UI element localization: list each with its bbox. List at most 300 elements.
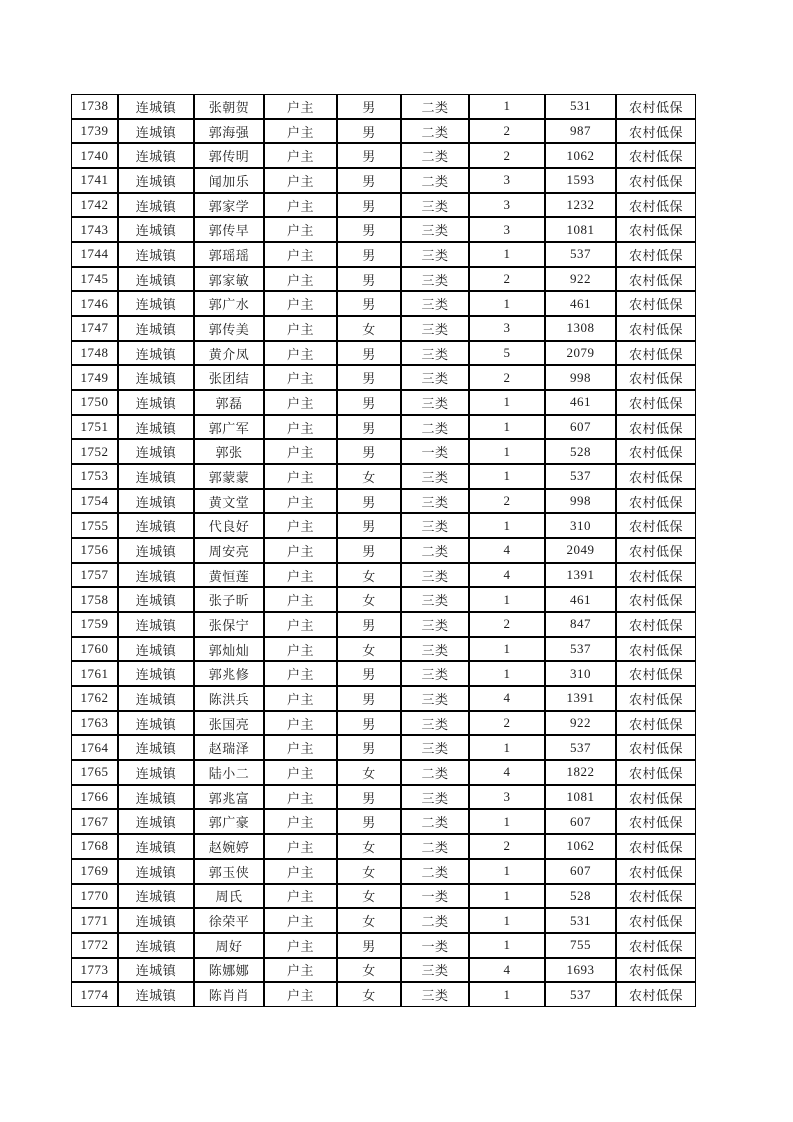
table-row [71, 365, 696, 390]
table-row [71, 168, 696, 193]
cell-town: 连城镇 [118, 859, 194, 884]
cell-town: 连城镇 [118, 809, 194, 834]
cell-amount: 987 [545, 119, 616, 144]
table-row [71, 785, 696, 810]
cell-assistance-type: 农村低保 [616, 884, 696, 909]
cell-serial: 1766 [71, 785, 118, 810]
cell-serial: 1772 [71, 933, 118, 958]
cell-category: 三类 [401, 958, 469, 983]
cell-name: 郭家学 [194, 193, 264, 218]
cell-relation: 户主 [264, 217, 337, 242]
cell-relation: 户主 [264, 513, 337, 538]
cell-serial: 1773 [71, 958, 118, 983]
cell-gender: 女 [337, 563, 401, 588]
cell-household-size: 2 [469, 365, 545, 390]
table-row [71, 464, 696, 489]
cell-town: 连城镇 [118, 908, 194, 933]
cell-assistance-type: 农村低保 [616, 193, 696, 218]
cell-serial: 1770 [71, 884, 118, 909]
cell-serial: 1765 [71, 760, 118, 785]
cell-name: 代良好 [194, 513, 264, 538]
table-row [71, 267, 696, 292]
cell-amount: 998 [545, 489, 616, 514]
table-row [71, 982, 696, 1007]
cell-category: 三类 [401, 661, 469, 686]
cell-name: 郭广水 [194, 291, 264, 316]
cell-amount: 755 [545, 933, 616, 958]
cell-relation: 户主 [264, 587, 337, 612]
cell-name: 郭瑶瑶 [194, 242, 264, 267]
cell-category: 三类 [401, 316, 469, 341]
cell-serial: 1763 [71, 711, 118, 736]
cell-category: 一类 [401, 439, 469, 464]
cell-household-size: 2 [469, 711, 545, 736]
table-row [71, 686, 696, 711]
cell-assistance-type: 农村低保 [616, 587, 696, 612]
cell-household-size: 1 [469, 94, 545, 119]
cell-household-size: 4 [469, 760, 545, 785]
cell-name: 陆小二 [194, 760, 264, 785]
cell-name: 郭兆富 [194, 785, 264, 810]
table-row [71, 637, 696, 662]
cell-town: 连城镇 [118, 884, 194, 909]
cell-assistance-type: 农村低保 [616, 563, 696, 588]
cell-gender: 女 [337, 908, 401, 933]
cell-gender: 男 [337, 341, 401, 366]
cell-amount: 537 [545, 242, 616, 267]
cell-relation: 户主 [264, 785, 337, 810]
cell-household-size: 2 [469, 143, 545, 168]
table-row [71, 834, 696, 859]
cell-category: 三类 [401, 217, 469, 242]
cell-assistance-type: 农村低保 [616, 637, 696, 662]
cell-household-size: 4 [469, 563, 545, 588]
cell-household-size: 1 [469, 390, 545, 415]
cell-gender: 男 [337, 439, 401, 464]
cell-relation: 户主 [264, 735, 337, 760]
cell-gender: 男 [337, 538, 401, 563]
cell-town: 连城镇 [118, 439, 194, 464]
cell-gender: 男 [337, 168, 401, 193]
cell-household-size: 1 [469, 242, 545, 267]
cell-name: 徐荣平 [194, 908, 264, 933]
cell-assistance-type: 农村低保 [616, 661, 696, 686]
cell-town: 连城镇 [118, 341, 194, 366]
cell-amount: 537 [545, 637, 616, 662]
cell-assistance-type: 农村低保 [616, 217, 696, 242]
cell-relation: 户主 [264, 464, 337, 489]
cell-assistance-type: 农村低保 [616, 538, 696, 563]
cell-household-size: 3 [469, 168, 545, 193]
cell-name: 郭海强 [194, 119, 264, 144]
cell-category: 三类 [401, 267, 469, 292]
cell-household-size: 1 [469, 464, 545, 489]
cell-town: 连城镇 [118, 933, 194, 958]
table-row [71, 933, 696, 958]
cell-category: 二类 [401, 415, 469, 440]
cell-serial: 1754 [71, 489, 118, 514]
cell-household-size: 4 [469, 958, 545, 983]
cell-assistance-type: 农村低保 [616, 390, 696, 415]
cell-relation: 户主 [264, 637, 337, 662]
cell-serial: 1750 [71, 390, 118, 415]
cell-name: 郭传早 [194, 217, 264, 242]
cell-assistance-type: 农村低保 [616, 415, 696, 440]
cell-relation: 户主 [264, 686, 337, 711]
cell-name: 周氏 [194, 884, 264, 909]
cell-household-size: 1 [469, 587, 545, 612]
cell-category: 一类 [401, 933, 469, 958]
cell-category: 二类 [401, 908, 469, 933]
cell-name: 郭家敏 [194, 267, 264, 292]
cell-relation: 户主 [264, 711, 337, 736]
cell-category: 三类 [401, 711, 469, 736]
cell-category: 二类 [401, 834, 469, 859]
table-row [71, 341, 696, 366]
cell-household-size: 2 [469, 267, 545, 292]
cell-name: 张保宁 [194, 612, 264, 637]
cell-relation: 户主 [264, 958, 337, 983]
cell-amount: 310 [545, 661, 616, 686]
cell-town: 连城镇 [118, 193, 194, 218]
cell-serial: 1742 [71, 193, 118, 218]
cell-gender: 男 [337, 193, 401, 218]
cell-relation: 户主 [264, 193, 337, 218]
cell-relation: 户主 [264, 884, 337, 909]
cell-category: 三类 [401, 563, 469, 588]
table-row [71, 291, 696, 316]
cell-town: 连城镇 [118, 415, 194, 440]
cell-town: 连城镇 [118, 168, 194, 193]
cell-gender: 男 [337, 785, 401, 810]
rural-subsistence-allowance-table [71, 94, 696, 1007]
cell-amount: 1081 [545, 217, 616, 242]
cell-household-size: 3 [469, 316, 545, 341]
cell-name: 郭兆修 [194, 661, 264, 686]
cell-household-size: 5 [469, 341, 545, 366]
cell-household-size: 1 [469, 809, 545, 834]
cell-serial: 1767 [71, 809, 118, 834]
cell-gender: 女 [337, 982, 401, 1007]
cell-amount: 1308 [545, 316, 616, 341]
cell-amount: 607 [545, 859, 616, 884]
cell-household-size: 1 [469, 908, 545, 933]
cell-household-size: 2 [469, 489, 545, 514]
cell-assistance-type: 农村低保 [616, 834, 696, 859]
table-row [71, 242, 696, 267]
cell-household-size: 1 [469, 415, 545, 440]
cell-serial: 1764 [71, 735, 118, 760]
cell-amount: 1391 [545, 563, 616, 588]
cell-assistance-type: 农村低保 [616, 242, 696, 267]
cell-amount: 461 [545, 587, 616, 612]
cell-relation: 户主 [264, 933, 337, 958]
cell-relation: 户主 [264, 760, 337, 785]
cell-gender: 男 [337, 119, 401, 144]
cell-serial: 1749 [71, 365, 118, 390]
cell-serial: 1753 [71, 464, 118, 489]
cell-gender: 男 [337, 711, 401, 736]
cell-name: 陈娜娜 [194, 958, 264, 983]
cell-town: 连城镇 [118, 365, 194, 390]
cell-assistance-type: 农村低保 [616, 464, 696, 489]
cell-serial: 1739 [71, 119, 118, 144]
cell-town: 连城镇 [118, 217, 194, 242]
cell-relation: 户主 [264, 119, 337, 144]
cell-relation: 户主 [264, 612, 337, 637]
cell-serial: 1774 [71, 982, 118, 1007]
cell-household-size: 1 [469, 637, 545, 662]
cell-town: 连城镇 [118, 464, 194, 489]
cell-relation: 户主 [264, 390, 337, 415]
cell-gender: 女 [337, 637, 401, 662]
cell-category: 三类 [401, 341, 469, 366]
cell-household-size: 2 [469, 834, 545, 859]
cell-gender: 男 [337, 661, 401, 686]
cell-relation: 户主 [264, 242, 337, 267]
cell-serial: 1746 [71, 291, 118, 316]
cell-serial: 1759 [71, 612, 118, 637]
cell-amount: 528 [545, 439, 616, 464]
cell-assistance-type: 农村低保 [616, 94, 696, 119]
cell-gender: 女 [337, 884, 401, 909]
cell-town: 连城镇 [118, 982, 194, 1007]
cell-serial: 1757 [71, 563, 118, 588]
cell-category: 二类 [401, 168, 469, 193]
cell-category: 二类 [401, 94, 469, 119]
cell-serial: 1771 [71, 908, 118, 933]
cell-amount: 607 [545, 415, 616, 440]
table-row [71, 612, 696, 637]
cell-household-size: 2 [469, 612, 545, 637]
cell-name: 黄介凤 [194, 341, 264, 366]
cell-category: 三类 [401, 735, 469, 760]
cell-gender: 女 [337, 464, 401, 489]
cell-relation: 户主 [264, 316, 337, 341]
cell-household-size: 1 [469, 982, 545, 1007]
cell-serial: 1751 [71, 415, 118, 440]
table-row [71, 587, 696, 612]
cell-assistance-type: 农村低保 [616, 686, 696, 711]
table-row [71, 193, 696, 218]
cell-household-size: 1 [469, 933, 545, 958]
cell-assistance-type: 农村低保 [616, 958, 696, 983]
cell-town: 连城镇 [118, 958, 194, 983]
cell-name: 张子昕 [194, 587, 264, 612]
cell-relation: 户主 [264, 415, 337, 440]
cell-serial: 1755 [71, 513, 118, 538]
cell-relation: 户主 [264, 341, 337, 366]
cell-amount: 1062 [545, 143, 616, 168]
cell-assistance-type: 农村低保 [616, 513, 696, 538]
cell-serial: 1744 [71, 242, 118, 267]
cell-amount: 1391 [545, 686, 616, 711]
cell-gender: 男 [337, 267, 401, 292]
cell-gender: 女 [337, 316, 401, 341]
cell-amount: 1822 [545, 760, 616, 785]
cell-name: 郭广军 [194, 415, 264, 440]
cell-assistance-type: 农村低保 [616, 119, 696, 144]
cell-town: 连城镇 [118, 711, 194, 736]
cell-gender: 女 [337, 834, 401, 859]
cell-town: 连城镇 [118, 489, 194, 514]
cell-category: 三类 [401, 365, 469, 390]
cell-assistance-type: 农村低保 [616, 908, 696, 933]
cell-gender: 男 [337, 365, 401, 390]
cell-gender: 女 [337, 859, 401, 884]
cell-relation: 户主 [264, 168, 337, 193]
cell-name: 陈洪兵 [194, 686, 264, 711]
cell-household-size: 1 [469, 291, 545, 316]
cell-relation: 户主 [264, 809, 337, 834]
table-row [71, 859, 696, 884]
table-row [71, 415, 696, 440]
cell-serial: 1752 [71, 439, 118, 464]
cell-household-size: 1 [469, 884, 545, 909]
cell-serial: 1748 [71, 341, 118, 366]
cell-household-size: 4 [469, 686, 545, 711]
cell-name: 张团结 [194, 365, 264, 390]
cell-assistance-type: 农村低保 [616, 612, 696, 637]
cell-amount: 922 [545, 267, 616, 292]
cell-name: 郭广豪 [194, 809, 264, 834]
cell-relation: 户主 [264, 365, 337, 390]
table-row [71, 958, 696, 983]
cell-household-size: 1 [469, 439, 545, 464]
cell-town: 连城镇 [118, 612, 194, 637]
cell-household-size: 1 [469, 859, 545, 884]
cell-relation: 户主 [264, 291, 337, 316]
cell-relation: 户主 [264, 143, 337, 168]
cell-amount: 922 [545, 711, 616, 736]
cell-gender: 男 [337, 217, 401, 242]
cell-gender: 女 [337, 760, 401, 785]
cell-town: 连城镇 [118, 119, 194, 144]
cell-gender: 男 [337, 809, 401, 834]
cell-serial: 1743 [71, 217, 118, 242]
cell-assistance-type: 农村低保 [616, 316, 696, 341]
cell-amount: 537 [545, 464, 616, 489]
cell-category: 三类 [401, 686, 469, 711]
cell-category: 三类 [401, 464, 469, 489]
cell-town: 连城镇 [118, 390, 194, 415]
table-row [71, 119, 696, 144]
cell-gender: 男 [337, 686, 401, 711]
cell-serial: 1747 [71, 316, 118, 341]
cell-amount: 1062 [545, 834, 616, 859]
cell-serial: 1768 [71, 834, 118, 859]
cell-relation: 户主 [264, 834, 337, 859]
cell-gender: 男 [337, 735, 401, 760]
table-row [71, 884, 696, 909]
cell-category: 三类 [401, 612, 469, 637]
cell-household-size: 3 [469, 193, 545, 218]
cell-serial: 1740 [71, 143, 118, 168]
cell-relation: 户主 [264, 859, 337, 884]
cell-serial: 1769 [71, 859, 118, 884]
cell-name: 陈肖肖 [194, 982, 264, 1007]
cell-category: 二类 [401, 809, 469, 834]
cell-relation: 户主 [264, 538, 337, 563]
cell-name: 赵婉婷 [194, 834, 264, 859]
cell-category: 三类 [401, 513, 469, 538]
cell-amount: 2079 [545, 341, 616, 366]
cell-name: 郭传明 [194, 143, 264, 168]
cell-household-size: 4 [469, 538, 545, 563]
cell-household-size: 1 [469, 661, 545, 686]
table-row [71, 538, 696, 563]
cell-assistance-type: 农村低保 [616, 785, 696, 810]
cell-amount: 1593 [545, 168, 616, 193]
cell-category: 三类 [401, 193, 469, 218]
cell-assistance-type: 农村低保 [616, 933, 696, 958]
cell-amount: 537 [545, 735, 616, 760]
table-row [71, 711, 696, 736]
cell-serial: 1745 [71, 267, 118, 292]
cell-category: 二类 [401, 760, 469, 785]
cell-assistance-type: 农村低保 [616, 735, 696, 760]
cell-category: 三类 [401, 291, 469, 316]
cell-relation: 户主 [264, 489, 337, 514]
cell-serial: 1761 [71, 661, 118, 686]
cell-assistance-type: 农村低保 [616, 365, 696, 390]
cell-assistance-type: 农村低保 [616, 489, 696, 514]
cell-category: 三类 [401, 982, 469, 1007]
cell-amount: 1693 [545, 958, 616, 983]
cell-serial: 1758 [71, 587, 118, 612]
cell-town: 连城镇 [118, 785, 194, 810]
cell-town: 连城镇 [118, 587, 194, 612]
table-row [71, 390, 696, 415]
cell-category: 二类 [401, 143, 469, 168]
table-row [71, 489, 696, 514]
cell-assistance-type: 农村低保 [616, 711, 696, 736]
cell-gender: 男 [337, 513, 401, 538]
cell-name: 闻加乐 [194, 168, 264, 193]
cell-amount: 847 [545, 612, 616, 637]
cell-gender: 男 [337, 242, 401, 267]
table-row [71, 809, 696, 834]
cell-town: 连城镇 [118, 143, 194, 168]
table-row [71, 735, 696, 760]
cell-amount: 1232 [545, 193, 616, 218]
cell-town: 连城镇 [118, 834, 194, 859]
table-row [71, 908, 696, 933]
cell-category: 一类 [401, 884, 469, 909]
cell-relation: 户主 [264, 661, 337, 686]
cell-name: 郭传美 [194, 316, 264, 341]
cell-relation: 户主 [264, 563, 337, 588]
cell-gender: 男 [337, 415, 401, 440]
cell-name: 周安亮 [194, 538, 264, 563]
cell-amount: 531 [545, 908, 616, 933]
cell-name: 张国亮 [194, 711, 264, 736]
table-row [71, 316, 696, 341]
table-row [71, 94, 696, 119]
cell-amount: 461 [545, 390, 616, 415]
cell-name: 黄文堂 [194, 489, 264, 514]
cell-relation: 户主 [264, 908, 337, 933]
cell-assistance-type: 农村低保 [616, 267, 696, 292]
cell-category: 三类 [401, 785, 469, 810]
cell-amount: 537 [545, 982, 616, 1007]
cell-household-size: 1 [469, 735, 545, 760]
cell-town: 连城镇 [118, 291, 194, 316]
cell-town: 连城镇 [118, 563, 194, 588]
cell-amount: 461 [545, 291, 616, 316]
cell-assistance-type: 农村低保 [616, 168, 696, 193]
cell-name: 郭蒙蒙 [194, 464, 264, 489]
